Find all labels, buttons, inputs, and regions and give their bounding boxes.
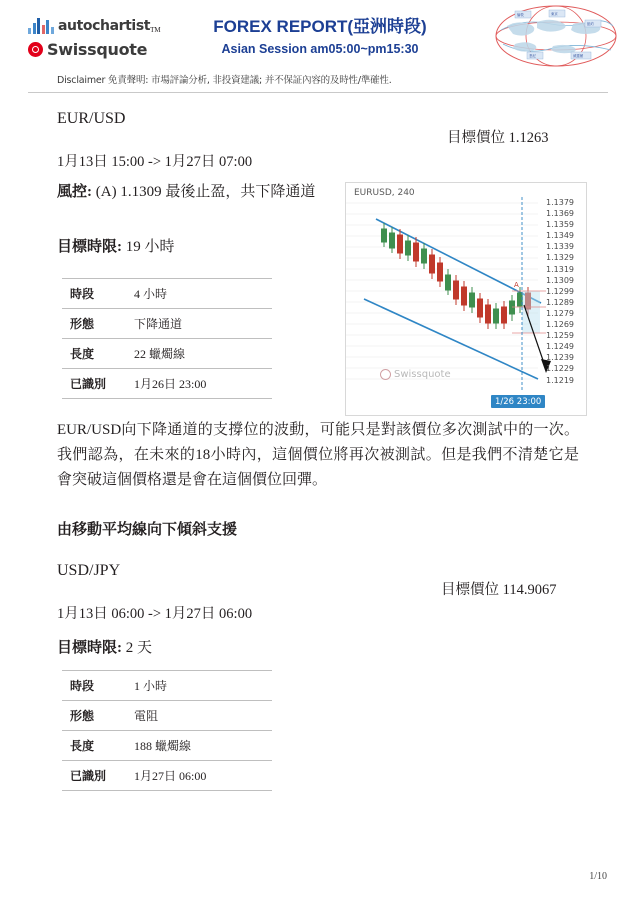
detail-key: 長度: [62, 339, 126, 369]
price-tick: 1.1289: [546, 297, 574, 307]
detail-key: 已識別: [62, 761, 126, 791]
chart-watermark-label: Swissquote: [394, 369, 451, 380]
risk-label: 風控:: [57, 184, 92, 200]
table-row: [62, 671, 272, 701]
price-tick: 1.1359: [546, 220, 574, 230]
price-tick: 1.1329: [546, 253, 574, 263]
section-eurusd-target-price: 目標價位 1.1263: [447, 130, 549, 146]
session-subtitle: Asian Session am05:00~pm15:30: [221, 42, 419, 56]
price-tick: 1.1279: [546, 308, 574, 318]
svg-text:倫敦: 倫敦: [517, 13, 524, 18]
horizon-label: 目標時限:: [57, 239, 122, 255]
detail-key: 已識別: [62, 369, 126, 399]
svg-text:威靈頓: 威靈頓: [573, 54, 584, 59]
detail-value: 1月26日 23:00: [126, 369, 272, 399]
detail-value: 電阻: [126, 701, 272, 731]
detail-value: 188 蠟燭線: [126, 731, 272, 761]
section-eurusd-risk: [57, 182, 332, 203]
section-eurusd-date-range: 1月13日 15:00 -> 1月27日 07:00: [57, 154, 253, 170]
table-row: [62, 309, 272, 339]
section-eurusd-horizon: [57, 235, 175, 256]
page-title: FOREX REPORT(亞洲時段): [213, 17, 427, 36]
detail-key: 長度: [62, 731, 126, 761]
horizon-value: 19 小時: [125, 239, 175, 255]
chart-symbol-label: EURUSD, 240: [354, 188, 415, 198]
table-row: [62, 701, 272, 731]
section-usdjpy-target-price: 目標價位 114.9067: [441, 582, 557, 598]
section-eurusd-paragraph: EUR/USD向下降通道的支撐位的波動，可能只是對該價位多次測試中的一次。我們認為，在未來的18小時內，這個價位將再次被測試。但是我們不清楚它是會突破這個價格還是會在這個價位回彈。: [57, 422, 579, 488]
table-row: [62, 761, 272, 791]
swissquote-logo: [28, 40, 173, 59]
table-row: [62, 731, 272, 761]
price-tick: 1.1379: [546, 198, 574, 207]
section-eurusd-paragraph-bold: 由移動平均線向下傾斜支援: [57, 522, 238, 538]
price-tick: 1.1219: [546, 375, 574, 385]
swissquote-mark-icon: [380, 369, 391, 380]
detail-value: 1月27日 06:00: [126, 761, 272, 791]
price-tick: 1.1349: [546, 231, 574, 241]
bar-chart-icon: [28, 16, 55, 34]
horizon-label: 目標時限:: [57, 640, 122, 656]
disclaimer-text: Disclaimer 免責聲明: 市場評論分析, 非投資建議; 并不保証內容的及時性/準確性.: [57, 75, 392, 86]
logo-block: [28, 10, 173, 59]
table-row: [62, 369, 272, 399]
chart-marker-label: A: [514, 281, 519, 289]
detail-value: 下降通道: [126, 309, 272, 339]
detail-key: 時段: [62, 671, 126, 701]
svg-text:紐約: 紐約: [587, 22, 594, 27]
price-tick: 1.1229: [546, 364, 574, 374]
price-tick: 1.1369: [546, 209, 574, 219]
svg-text:悉尼: 悉尼: [529, 54, 536, 59]
page-number: 1/10: [589, 871, 607, 882]
detail-key: 形態: [62, 701, 126, 731]
chart-price-axis: [542, 197, 584, 386]
table-row: [62, 339, 272, 369]
swissquote-mark-icon: [28, 42, 43, 57]
risk-text: (A) 1.1309 最後止盈，共下降通道: [95, 184, 316, 200]
autochartist-wordmark: autochartist: [58, 18, 151, 34]
report-header: [0, 0, 635, 68]
section-eurusd-pair-title: EUR/USD: [57, 110, 126, 127]
chart-watermark: [380, 369, 451, 380]
svg-text:東京: 東京: [551, 12, 558, 17]
trademark-icon: TM: [150, 26, 161, 34]
section-usdjpy-horizon: [57, 636, 152, 657]
price-tick: 1.1249: [546, 342, 574, 352]
detail-value: 4 小時: [126, 279, 272, 309]
price-tick: 1.1319: [546, 264, 574, 274]
price-tick: 1.1239: [546, 353, 574, 363]
header-divider: [28, 92, 608, 93]
price-tick: 1.1269: [546, 320, 574, 330]
autochartist-logo: [28, 10, 173, 34]
eurusd-candlestick-chart: [345, 182, 587, 416]
section-usdjpy-date-range: 1月13日 06:00 -> 1月27日 06:00: [57, 606, 253, 622]
table-row: [62, 279, 272, 309]
section-eurusd-detail-table: [62, 278, 272, 399]
section-usdjpy-pair-title: USD/JPY: [57, 562, 121, 579]
detail-value: 22 蠟燭線: [126, 339, 272, 369]
horizon-value: 2 天: [125, 640, 153, 656]
price-tick: 1.1339: [546, 242, 574, 252]
swissquote-wordmark: Swissquote: [47, 40, 148, 59]
report-title-block: [185, 12, 455, 56]
price-tick: 1.1259: [546, 331, 574, 341]
chart-time-badge: 1/26 23:00: [491, 395, 545, 408]
detail-key: 形態: [62, 309, 126, 339]
world-map-icon: [493, 4, 619, 68]
section-usdjpy-detail-table: [62, 670, 272, 791]
price-tick: 1.1299: [546, 286, 574, 296]
detail-value: 1 小時: [126, 671, 272, 701]
detail-key: 時段: [62, 279, 126, 309]
price-tick: 1.1309: [546, 275, 574, 285]
